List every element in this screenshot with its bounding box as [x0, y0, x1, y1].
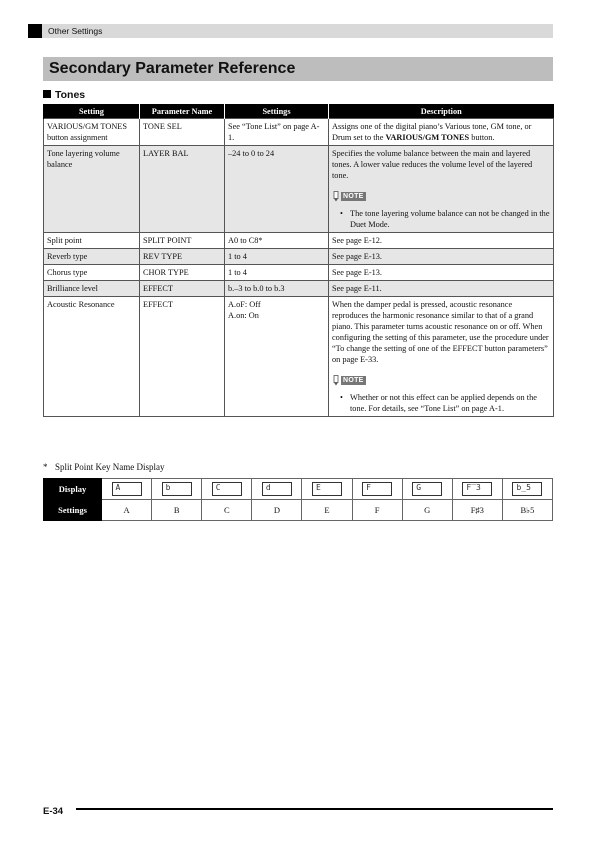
table-row — [44, 265, 554, 281]
table-row — [44, 146, 554, 233]
cell-setting: Tone layering volume balance — [44, 146, 140, 233]
header-section-label: Other Settings — [48, 26, 103, 36]
lcd-cell — [202, 479, 252, 500]
key-name-cell: D — [252, 500, 302, 521]
cell-param: TONE SEL — [140, 119, 225, 146]
table-header-row — [44, 104, 554, 119]
key-name-cell: E — [302, 500, 352, 521]
section-heading-text: Tones — [55, 89, 86, 101]
key-name-cell: B — [152, 500, 202, 521]
cell-settings: See “Tone List” on page A-1. — [225, 119, 329, 146]
note-label: NOTE — [343, 193, 364, 200]
note-text: The tone layering volume balance can not be changed in the Duet Mode. — [350, 209, 550, 229]
lcd-cell — [102, 479, 152, 500]
note-text: Whether or not this effect can be applied depends on the tone. For details, see “Tone List” on page A-1. — [350, 393, 537, 413]
column-header: Setting — [44, 104, 140, 119]
column-header: Description — [329, 104, 554, 119]
cell-param: SPLIT POINT — [140, 233, 225, 249]
note-label: NOTE — [343, 377, 364, 384]
key-name-cell: B♭5 — [502, 500, 552, 521]
cell-setting: Chorus type — [44, 265, 140, 281]
footer-rule — [76, 808, 553, 810]
note-badge — [332, 375, 366, 386]
table-row — [44, 119, 554, 146]
lcd-display-icon: F — [362, 482, 392, 496]
cell-description — [329, 119, 554, 146]
cell-setting: Split point — [44, 233, 140, 249]
square-bullet-icon — [43, 90, 51, 98]
cell-description: See page E-12. — [329, 233, 554, 249]
lcd-display-icon: b_5 — [512, 482, 542, 496]
cell-settings: –24 to 0 to 24 — [225, 146, 329, 233]
column-header: Settings — [225, 104, 329, 119]
lcd-cell — [152, 479, 202, 500]
cell-param: EFFECT — [140, 281, 225, 297]
desc-text: button. — [469, 133, 495, 142]
key-name-cell: C — [202, 500, 252, 521]
cell-description: See page E-11. — [329, 281, 554, 297]
cell-param: LAYER BAL — [140, 146, 225, 233]
key-name-display-table — [43, 478, 553, 521]
cell-setting: Acoustic Resonance — [44, 297, 140, 417]
lcd-display-icon: G — [412, 482, 442, 496]
note-block — [332, 375, 550, 414]
cell-description — [329, 297, 554, 417]
section-heading — [43, 88, 85, 102]
cell-description — [329, 146, 554, 233]
settings-line: A.oF: Off — [228, 300, 261, 309]
lcd-cell — [352, 479, 402, 500]
key-name-cell: F — [352, 500, 402, 521]
cell-setting: Reverb type — [44, 249, 140, 265]
table-row — [44, 249, 554, 265]
desc-text: When the damper pedal is pressed, acoustic resonance reproduces the harmonic resonance similar to that of a grand piano. This parameter turns acoustic resonance on or off. When configuring the setting of this parameter, use the procedure under “To change the setting of one of the EFFECT button parameters” on page E-33. — [332, 300, 549, 364]
cell-settings: 1 to 4 — [225, 265, 329, 281]
pencil-icon — [332, 375, 340, 386]
lcd-cell — [402, 479, 452, 500]
key-name-cell: G — [402, 500, 452, 521]
title-bar — [43, 57, 553, 81]
desc-bold-text: VARIOUS/GM TONES — [385, 133, 470, 142]
pencil-icon — [332, 191, 340, 202]
lcd-display-icon: F‾3 — [462, 482, 492, 496]
page-number: E-34 — [43, 806, 64, 817]
cell-settings — [225, 297, 329, 417]
lcd-display-icon: b — [162, 482, 192, 496]
cell-setting: Brilliance level — [44, 281, 140, 297]
bullet-icon: • — [340, 393, 343, 402]
header-marker — [28, 24, 42, 38]
note-badge — [332, 191, 366, 202]
desc-text: Assigns one of the digital piano’s Various tone, GM tone, or Drum set to the — [332, 122, 532, 142]
lcd-display-icon: C — [212, 482, 242, 496]
cell-settings: 1 to 4 — [225, 249, 329, 265]
cell-param: EFFECT — [140, 297, 225, 417]
cell-settings: b.–3 to b.0 to b.3 — [225, 281, 329, 297]
cell-setting: VARIOUS/GM TONES button assignment — [44, 119, 140, 146]
lcd-cell — [452, 479, 502, 500]
table-row — [44, 297, 554, 417]
cell-settings: A0 to C8* — [225, 233, 329, 249]
footnote — [43, 461, 165, 473]
footnote-text: Split Point Key Name Display — [55, 462, 165, 472]
row-label: Settings — [44, 500, 102, 521]
lcd-cell — [502, 479, 552, 500]
tones-parameter-table — [43, 104, 554, 417]
lcd-display-icon: A — [112, 482, 142, 496]
header-bar — [28, 24, 553, 38]
key-display-row — [44, 479, 553, 500]
cell-description: See page E-13. — [329, 249, 554, 265]
key-settings-row — [44, 500, 553, 521]
table-row — [44, 233, 554, 249]
settings-line: A.on: On — [228, 311, 259, 320]
cell-param: CHOR TYPE — [140, 265, 225, 281]
lcd-display-icon: d — [262, 482, 292, 496]
cell-description: See page E-13. — [329, 265, 554, 281]
page-title: Secondary Parameter Reference — [49, 60, 296, 77]
table-row — [44, 281, 554, 297]
lcd-display-icon: E — [312, 482, 342, 496]
key-name-cell: A — [102, 500, 152, 521]
key-name-cell: F♯3 — [452, 500, 502, 521]
column-header: Parameter Name — [140, 104, 225, 119]
note-item — [332, 392, 550, 414]
lcd-cell — [252, 479, 302, 500]
note-block — [332, 191, 550, 230]
lcd-cell — [302, 479, 352, 500]
row-label: Display — [44, 479, 102, 500]
desc-text: Specifies the volume balance between the main and layered tones. A lower value reduces the volume level of the layered tone. — [332, 149, 533, 180]
bullet-icon: • — [340, 209, 343, 218]
footnote-mark: * — [43, 462, 48, 472]
note-item — [332, 208, 550, 230]
cell-param: REV TYPE — [140, 249, 225, 265]
